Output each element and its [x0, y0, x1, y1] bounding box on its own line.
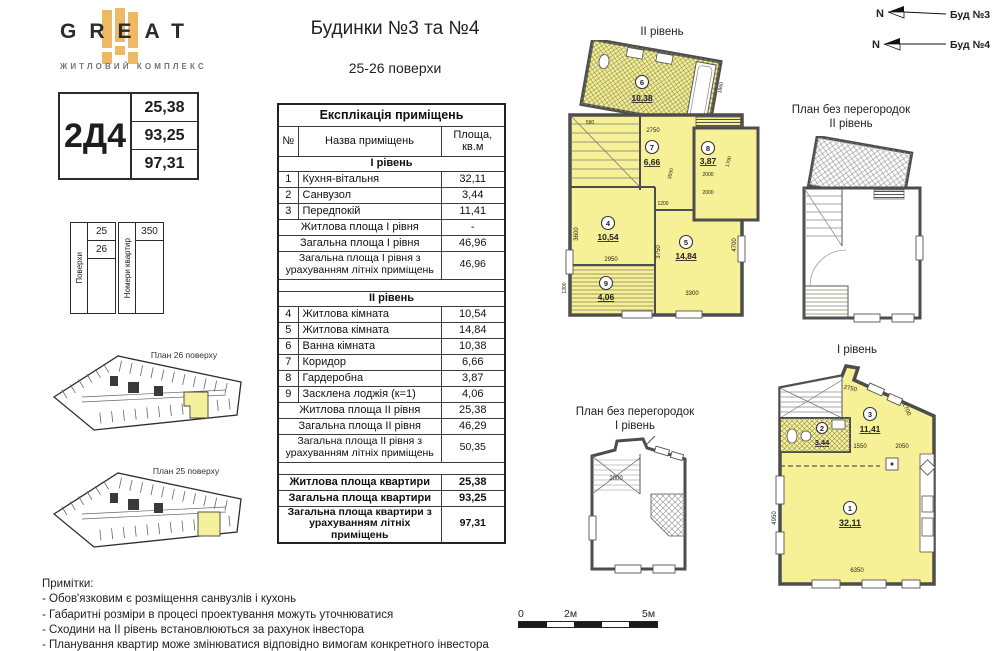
room-number: 7: [649, 143, 655, 152]
shelf: [874, 190, 904, 199]
total-name: Житлова площа квартири: [278, 474, 441, 490]
dimension-label: 2050: [895, 444, 909, 450]
floor-25-cell: 25: [88, 223, 115, 241]
room-number: 6: [639, 78, 645, 87]
room-area: 14,84: [675, 251, 697, 261]
apartment-card: [58, 92, 199, 180]
dimension-label: 1700: [900, 402, 912, 417]
washer-icon: [832, 420, 845, 429]
room-number: 8: [705, 144, 711, 153]
row-name: Передпокій: [298, 203, 441, 219]
appliance-icon: [922, 496, 933, 512]
north-label: N: [876, 8, 884, 20]
compass-line: [904, 12, 946, 14]
building-plan-25: [36, 456, 251, 568]
scale-zero: 0: [518, 608, 524, 620]
plan-open1-title1: План без перегородок: [575, 406, 695, 418]
table-row: [278, 171, 505, 187]
summary-area: -: [441, 219, 505, 235]
dimension-label: 2750: [843, 384, 858, 394]
notes: [42, 577, 522, 651]
row-name: Санвузол: [298, 187, 441, 203]
loggia: [804, 286, 848, 318]
floors-table-cells: [88, 223, 115, 313]
room-area: 11,41: [859, 424, 881, 434]
row-name: Коридор: [298, 354, 441, 370]
row-no: 9: [278, 386, 298, 402]
room-area: 10,38: [631, 93, 653, 103]
row-area: 4,06: [441, 386, 505, 402]
room-area: 3,87: [699, 156, 717, 166]
row-no: 8: [278, 370, 298, 386]
gap-row: [278, 462, 505, 474]
scale-seg: [547, 622, 575, 627]
logo-title: GREAT: [60, 20, 197, 43]
summary-row: [278, 434, 505, 462]
dimension-label: 3550: [666, 167, 676, 180]
summary-area: 50,35: [441, 434, 505, 462]
highlighted-unit: [198, 512, 220, 536]
summary-row: [278, 418, 505, 434]
building-plan-26: [36, 342, 251, 454]
summary-name: Загальна площа ІІ рівня: [278, 418, 441, 434]
apartment-living-area: 25,38: [132, 94, 197, 122]
row-name: Житлова кімната: [298, 306, 441, 322]
summary-name: Загальна площа І рівня з урахуванням літніх приміщень: [278, 251, 441, 279]
note-item: - Габаритні розміри в процесі проектування можуть уточнюватися: [42, 608, 394, 621]
north-arrow-icon: [884, 44, 900, 50]
col-no: №: [278, 126, 298, 156]
plan-level1-svg: [762, 356, 952, 601]
loggia-stripes: [571, 266, 654, 314]
dimension-label: 2950: [604, 257, 618, 263]
plan-open2-svg: [796, 136, 936, 326]
room-area: 6,66: [643, 157, 661, 167]
room-area: 10,54: [597, 232, 619, 242]
dimension-label: 2750: [646, 128, 660, 134]
core-block: [154, 503, 163, 513]
gap-row: [278, 279, 505, 291]
logo: [58, 8, 218, 80]
floors-label-text: Поверхи: [74, 252, 84, 284]
total-name: Загальна площа квартири: [278, 490, 441, 506]
room-number: 9: [603, 279, 609, 288]
floors-table: [70, 222, 116, 314]
apartment-code: 2Д4: [60, 94, 132, 178]
col-name: Назва приміщень: [298, 126, 441, 156]
col-area: [441, 126, 505, 156]
sink-icon: [801, 431, 811, 441]
table-row: [278, 370, 505, 386]
row-no: 3: [278, 203, 298, 219]
row-name: Житлова кімната: [298, 322, 441, 338]
gap-cell: [278, 279, 505, 291]
gap-cell: [278, 462, 505, 474]
plan-open1-svg: [585, 436, 735, 586]
col-area-line1: Площа,: [453, 128, 493, 141]
apartment-numbers-empty-cell: [136, 241, 163, 313]
door-leaf: [645, 436, 655, 446]
plan-open2-title1: План без перегородок: [791, 104, 911, 116]
row-no: 6: [278, 338, 298, 354]
row-no: 5: [278, 322, 298, 338]
dimension-label: 1300: [562, 282, 568, 294]
apartment-number-cell: 350: [136, 223, 163, 241]
core-block: [154, 386, 163, 396]
row-no: 7: [278, 354, 298, 370]
dimension-label: 1200: [657, 201, 669, 207]
shelf: [696, 117, 742, 126]
table-row: [278, 338, 505, 354]
table-row: [278, 354, 505, 370]
explication-table: [277, 103, 506, 544]
north-arrow-icon: [888, 6, 904, 12]
plan26-title: План 26 поверху: [150, 350, 218, 360]
compass-building4: [868, 34, 996, 54]
col-area-line2: кв.м: [462, 141, 484, 153]
row-no: 4: [278, 306, 298, 322]
table-row: [278, 187, 505, 203]
page-subtitle: 25-26 поверхи: [348, 60, 442, 76]
row-area: 3,44: [441, 187, 505, 203]
dimension-label: 3600: [574, 227, 580, 241]
total-area: 25,38: [441, 474, 505, 490]
note-item: - Планування квартир може змінюватися відповідно вимогам конкретного інвестора: [42, 639, 489, 651]
dimension-label: 1700: [724, 155, 734, 168]
dimension-label: 3750: [656, 245, 662, 259]
scale-end: 5м: [642, 608, 656, 620]
row-area: 11,41: [441, 203, 505, 219]
total-area: 93,25: [441, 490, 505, 506]
total-row: [278, 506, 505, 543]
stove-dot: [891, 463, 894, 466]
summary-row: [278, 219, 505, 235]
row-area: 32,11: [441, 171, 505, 187]
plan-level2-svg: [556, 40, 768, 350]
apartment-numbers-label-text: Номери квартир: [122, 237, 132, 299]
apartment-numbers-cells: [136, 223, 163, 313]
summary-row: [278, 235, 505, 251]
scale-mid: 2м: [564, 608, 578, 620]
core-block: [128, 499, 139, 510]
scale-seg: [602, 622, 630, 627]
total-area: 97,31: [441, 506, 505, 543]
building-outline: [54, 356, 241, 430]
north-arrow-icon: [888, 12, 904, 18]
summary-row: [278, 251, 505, 279]
scale-seg: [574, 622, 602, 627]
room-area: 4,06: [597, 292, 615, 302]
summary-area: 46,96: [441, 235, 505, 251]
plan-level1-title: І рівень: [836, 344, 878, 356]
floors-table-label: [71, 223, 88, 313]
row-no: 1: [278, 171, 298, 187]
explication-title: Експлікація приміщень: [278, 104, 505, 126]
scale-bar-strip: [518, 621, 658, 628]
note-item: - Сходини на ІІ рівень встановлюються за рахунок інвестора: [42, 623, 365, 636]
dimension-label: 2000: [609, 476, 623, 482]
core-block: [128, 382, 139, 393]
dimension-label: 1860: [717, 81, 725, 94]
row-area: 10,38: [441, 338, 505, 354]
row-name: Ванна кімната: [298, 338, 441, 354]
apartment-total-area-summer: 97,31: [144, 155, 185, 172]
apartment-numbers-table: [118, 222, 164, 314]
dimension-label: 2000: [702, 190, 714, 196]
summary-row: [278, 402, 505, 418]
notes-title: Примітки:: [42, 578, 94, 590]
level1-header: І рівень: [278, 156, 505, 171]
total-name: Загальна площа квартири з урахуванням літніх приміщень: [278, 506, 441, 543]
room-number: 5: [683, 238, 689, 247]
summary-name: Загальна площа І рівня: [278, 235, 441, 251]
row-no: 2: [278, 187, 298, 203]
logo-subtitle: ЖИТЛОВИЙ КОМПЛЕКС: [60, 62, 207, 71]
floor-26-cell: 26: [88, 241, 115, 259]
core-block: [110, 493, 118, 503]
room-number: 2: [819, 424, 825, 433]
scale-seg: [629, 622, 657, 627]
summary-area: 25,38: [441, 402, 505, 418]
total-row: [278, 490, 505, 506]
floors-empty-cell: [88, 259, 115, 313]
scale-bar: [518, 608, 658, 634]
apartment-total-area: 93,25: [132, 122, 197, 150]
row-name: Кухня-вітальня: [298, 171, 441, 187]
dimension-label: 6350: [850, 568, 864, 574]
building4-label: Буд №4: [950, 39, 991, 51]
plan-level2-title: ІІ рівень: [640, 26, 684, 38]
row-name: Засклена лоджія (к=1): [298, 386, 441, 402]
logo-bar: [115, 46, 125, 55]
building3-label: Буд №3: [950, 9, 991, 21]
row-area: 3,87: [441, 370, 505, 386]
dimension-label: 3300: [685, 291, 699, 297]
dimension-label: 4950: [772, 511, 778, 525]
page-title: Будинки №3 та №4: [310, 18, 480, 39]
note-item: - Обов'язковим є розміщення санвузлів і кухонь: [42, 593, 297, 606]
compass-building3: [872, 3, 997, 23]
row-name: Гардеробна: [298, 370, 441, 386]
summary-name: Загальна площа ІІ рівня з урахуванням літніх приміщень: [278, 434, 441, 462]
room-area: 32,11: [838, 518, 862, 528]
appliance-icon: [922, 518, 933, 536]
row-area: 10,54: [441, 306, 505, 322]
level2-header: ІІ рівень: [278, 291, 505, 306]
room-number: 4: [605, 219, 611, 228]
table-row: [278, 306, 505, 322]
dimension-label: 590: [585, 120, 595, 126]
table-row: [278, 203, 505, 219]
summary-name: Житлова площа ІІ рівня: [278, 402, 441, 418]
summary-name: Житлова площа І рівня: [278, 219, 441, 235]
north-label: N: [872, 39, 880, 51]
toilet-icon: [787, 429, 797, 443]
dimension-label: 2000: [702, 172, 714, 178]
table-row: [278, 386, 505, 402]
apartment-numbers-label: [119, 223, 136, 313]
summary-area: 46,96: [441, 251, 505, 279]
room-number: 3: [867, 410, 873, 419]
total-row: [278, 474, 505, 490]
core-block: [110, 376, 118, 386]
room-number: 1: [847, 504, 853, 513]
row-area: 6,66: [441, 354, 505, 370]
row-area: 14,84: [441, 322, 505, 338]
plan25-title: План 25 поверху: [152, 466, 220, 476]
table-row: [278, 322, 505, 338]
summary-area: 46,29: [441, 418, 505, 434]
dimension-label: 1550: [853, 444, 867, 450]
north-arrow-icon: [884, 38, 900, 44]
scale-seg: [519, 622, 547, 627]
room-area: 3,44: [814, 438, 830, 447]
plan-open2-title2: ІІ рівень: [829, 118, 873, 130]
dimension-label: 4700: [732, 238, 738, 252]
plan-open1-title2: І рівень: [614, 420, 656, 432]
